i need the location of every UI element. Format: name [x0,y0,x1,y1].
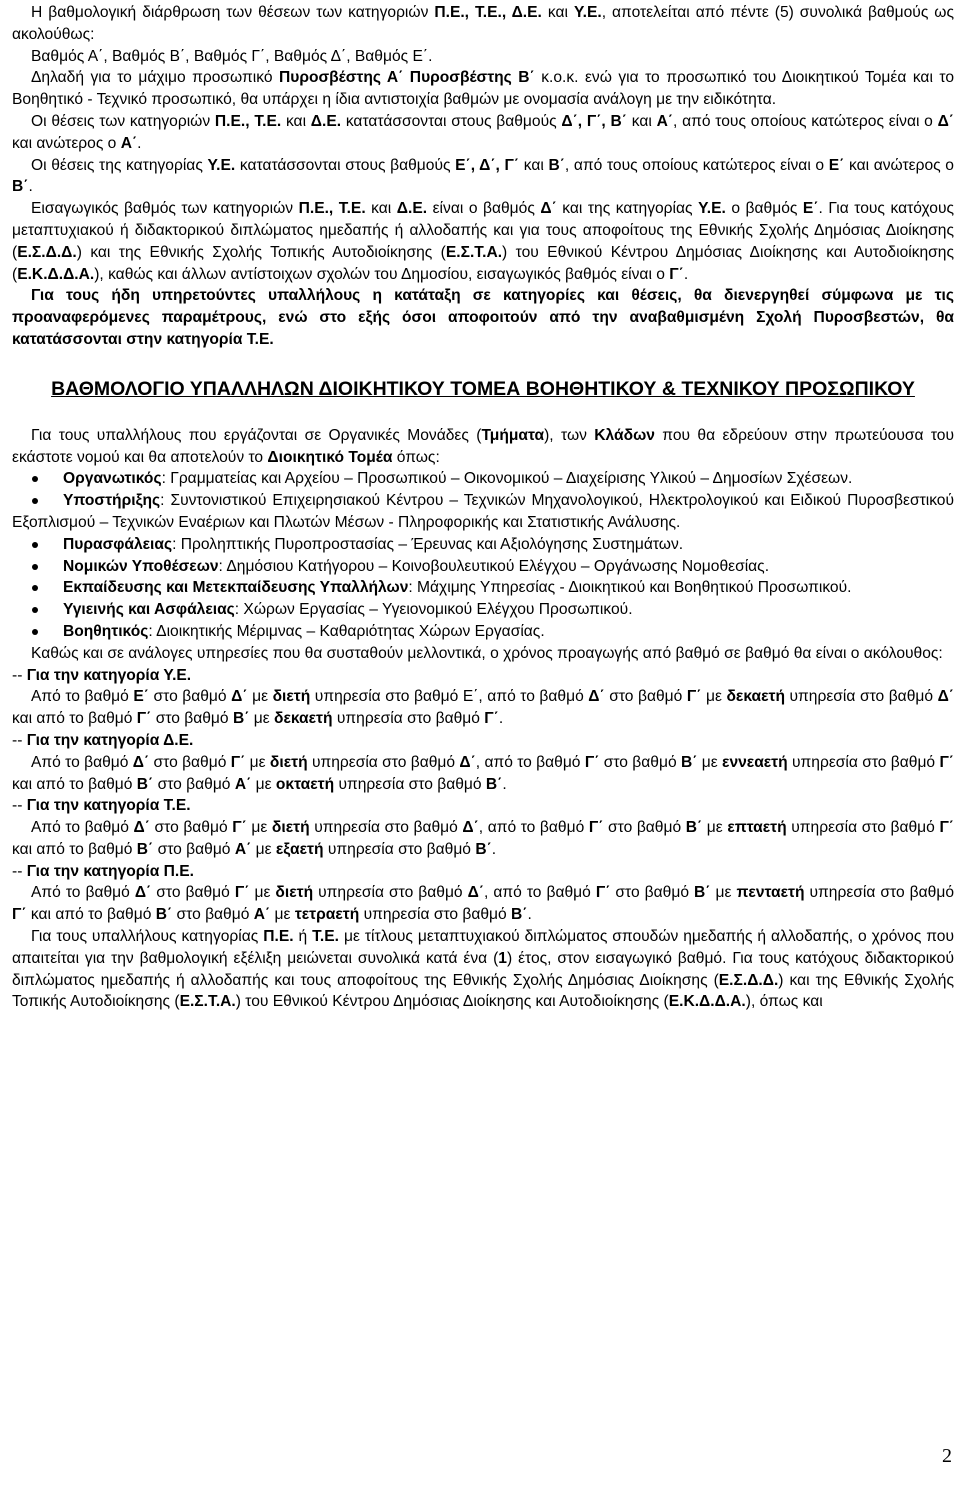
promotion-time-intro: Καθώς και σε ανάλογες υπηρεσίες που θα συσταθούν μελλοντικά, ο χρόνος προαγωγής από βαθμό σε βαθμό θα είναι ο ακόλουθος: [31,644,943,662]
positions-ye: Οι θέσεις της κατηγορίας Υ.Ε. κατατάσσονται στους βαθμούς Ε΄, Δ΄, Γ΄ και Β΄, από τους οποίους κατώτερος είναι ο Ε΄ και ανώτερος ο Β΄. [12,156,954,196]
category-text-pe: Από το βαθμό Δ΄ στο βαθμό Γ΄ με διετή υπηρεσία στο βαθμό Δ΄, από το βαθμό Γ΄ στο βαθμό Β΄ με πενταετή υπηρεσία στο βαθμό Γ΄ και από το βαθμό Β΄ στο βαθμό Α΄ με τετραετή υπηρεσία στο βαθμό Β΄. [12,884,954,924]
bullet-icon [32,585,38,591]
bullet-icon [32,476,38,482]
category-text-de: Από το βαθμό Δ΄ στο βαθμό Γ΄ με διετή υπηρεσία στο βαθμό Δ΄, από το βαθμό Γ΄ στο βαθμό Β΄ με εννεαετή υπηρεσία στο βαθμό Γ΄ και από το βαθμό Β΄ στο βαθμό Α΄ με οκταετή υπηρεσία στο βαθμό Β΄. [12,753,955,793]
bullet-icon [32,607,38,613]
units-paragraph: Για τους υπαλλήλους που εργάζονται σε Οργανικές Μονάδες (Τμήματα), των Κλάδων που θα εδρεύουν στην πρωτεύουσα του εκάστοτε νομού και θα αποτελούν το Διοικητικό Τομέα όπως: [12,426,954,466]
list-item: Οργανωτικός: Γραμματείας και Αρχείου – Προσωπικού – Οικονομικού – Διαχείρισης Υλικού – Δημοσίων Σχέσεων. [12,468,954,490]
page-number: 2 [942,1445,952,1467]
bullet-icon [32,564,38,570]
list-item: Νομικών Υποθέσεων: Δημόσιου Κατήγορου – Κοινοβουλευτικού Ελέγχου – Οργάνωσης Νομοθεσίας. [12,556,954,578]
list-item: Βοηθητικός: Διοικητικής Μέριμνας – Καθαριότητας Χώρων Εργασίας. [12,621,954,643]
intro-paragraph: Η βαθμολογική διάρθρωση των θέσεων των κατηγοριών Π.Ε., Τ.Ε., Δ.Ε. και Υ.Ε., αποτελείται από πέντε (5) συνολικά βαθμούς ως ακολούθως: [12,4,954,43]
document-page [12,2,954,1013]
category-heading-de: -- Για την κατηγορία Δ.Ε. [12,731,194,749]
positions-pe-te-de: Οι θέσεις των κατηγοριών Π.Ε., Τ.Ε. και Δ.Ε. κατατάσσονται στους βαθμούς Δ΄, Γ΄, Β΄ και Α΄, από τους οποίους κατώτερος είναι ο Δ΄ και ανώτερος ο Α΄. [12,112,954,152]
category-heading-te: -- Για την κατηγορία Τ.Ε. [12,797,191,815]
bullet-icon [32,498,38,504]
entry-grade-paragraph: Εισαγωγικός βαθμός των κατηγοριών Π.Ε., Τ.Ε. και Δ.Ε. είναι ο βαθμός Δ΄ και της κατηγορίας Υ.Ε. ο βαθμός Ε΄. Για τους κατόχους μεταπτυχιακού ή διδακτορικού διπλώματος ημεδαπής ή αλλοδαπής και για τους αποφοίτους της Εθνικής Σχολής Δημόσιας Διοίκησης (Ε.Σ.Δ.Δ.) και της Εθνικής Σχολής Τοπικής Αυτοδιοίκησης (Ε.Σ.Τ.Α.) του Εθνικού Κέντρου Δημόσιας Διοίκησης και Αυτοδιοίκησης (Ε.Κ.Δ.Δ.Α.), καθώς και άλλων αντίστοιχων σχολών του Δημοσίου, εισαγωγικός βαθμός είναι ο Γ΄. [12,200,954,283]
category-heading-pe: -- Για την κατηγορία Π.Ε. [12,862,195,880]
category-text-te: Από το βαθμό Δ΄ στο βαθμό Γ΄ με διετή υπηρεσία στο βαθμό Δ΄, από το βαθμό Γ΄ στο βαθμό Β΄ με επταετή υπηρεσία στο βαθμό Γ΄ και από το βαθμό Β΄ στο βαθμό Α΄ με εξαετή υπηρεσία στο βαθμό Β΄. [12,819,955,858]
sector-list [12,468,954,642]
combat-staff-paragraph: Δηλαδή για το μάχιμο προσωπικό Πυροσβέστης Α΄ Πυροσβέστης Β΄ κ.ο.κ. ενώ για το προσωπικό του Διοικητικού Τομέα και το Βοηθητικό - Τεχνικό προσωπικό, θα υπάρχει η ίδια αντιστοιχία βαθμών με ονομασία ανάλογη με την ειδικότητα. [12,69,954,109]
bullet-icon [32,629,38,635]
list-item: Υγιεινής και Ασφάλειας: Χώρων Εργασίας – Υγειονομικού Ελέγχου Προσωπικού. [12,599,954,621]
category-heading-ye: -- Για την κατηγορία Υ.Ε. [12,666,192,684]
bullet-icon [32,542,38,548]
list-item: Πυρασφάλειας: Προληπτικής Πυροπροστασίας – Έρευνας και Αξιολόγησης Συστημάτων. [12,534,954,556]
postgraduate-paragraph: Για τους υπαλλήλους κατηγορίας Π.Ε. ή Τ.Ε. με τίτλους μεταπτυχιακού διπλώματος σπουδών ημεδαπής ή αλλοδαπής, ο χρόνος που απαιτείται για την βαθμολογική εξέλιξη μειώνεται συνολικά κατά ένα (1) έτος, στον εισαγωγικό βαθμό. Για τους κατόχους διδακτορικού διπλώματος ημεδαπής ή αλλοδαπής και τους αποφοίτους της Εθνικής Σχολής Δημόσιας Διοίκησης (Ε.Σ.Δ.Δ.) και της Εθνικής Σχολής Τοπικής Αυτοδιοίκησης (Ε.Σ.Τ.Α.) του Εθνικού Κέντρου Δημόσιας Διοίκησης και Αυτοδιοίκησης (Ε.Κ.Δ.Δ.Α.), όπως και [12,928,955,1011]
list-item: Υποστήριξης: Συντονιστικού Επιχειρησιακού Κέντρου – Τεχνικών Μηχανολογικού, Ηλεκτρολογικού και Ειδικού Πυροσβεστικού Εξοπλισμού – Τεχνικών Εναέριων και Πλωτών Μέσων - Πληροφορικής και Στατιστικής Ανάλυσης. [12,492,954,531]
list-item: Εκπαίδευσης και Μετεκπαίδευσης Υπαλλήλων: Μάχιμης Υπηρεσίας - Διοικητικού και Βοηθητικού Προσωπικού. [12,577,954,599]
grades-list: Βαθμός Α΄, Βαθμός Β΄, Βαθμός Γ΄, Βαθμός Δ΄, Βαθμός Ε΄. [31,47,433,65]
section-title: ΒΑΘΜΟΛΟΓΙΟ ΥΠΑΛΛΗΛΩΝ ΔΙΟΙΚΗΤΙΚΟΥ ΤΟΜΕΑ ΒΟΗΘΗΤΙΚΟΥ & ΤΕΧΝΙΚΟΥ ΠΡΟΣΩΠΙΚΟΥ [51,377,915,400]
category-text-ye: Από το βαθμό Ε΄ στο βαθμό Δ΄ με διετή υπηρεσία στο βαθμό Ε΄, από το βαθμό Δ΄ στο βαθμό Γ΄ με δεκαετή υπηρεσία στο βαθμό Δ΄ και από το βαθμό Γ΄ στο βαθμό Β΄ με δεκαετή υπηρεσία στο βαθμό Γ΄. [12,688,954,728]
existing-staff-paragraph: Για τους ήδη υπηρετούντες υπαλλήλους η κατάταξη σε κατηγορίες και θέσεις, θα διενεργηθεί σύμφωνα με τις προαναφερόμενες παραμέτρους, ενώ στο εξής όσοι αποφοιτούν από την αναβαθμισμένη Σχολή Πυροσβεστών, θα κατατάσσονται στην κατηγορία Τ.Ε. [12,287,954,348]
